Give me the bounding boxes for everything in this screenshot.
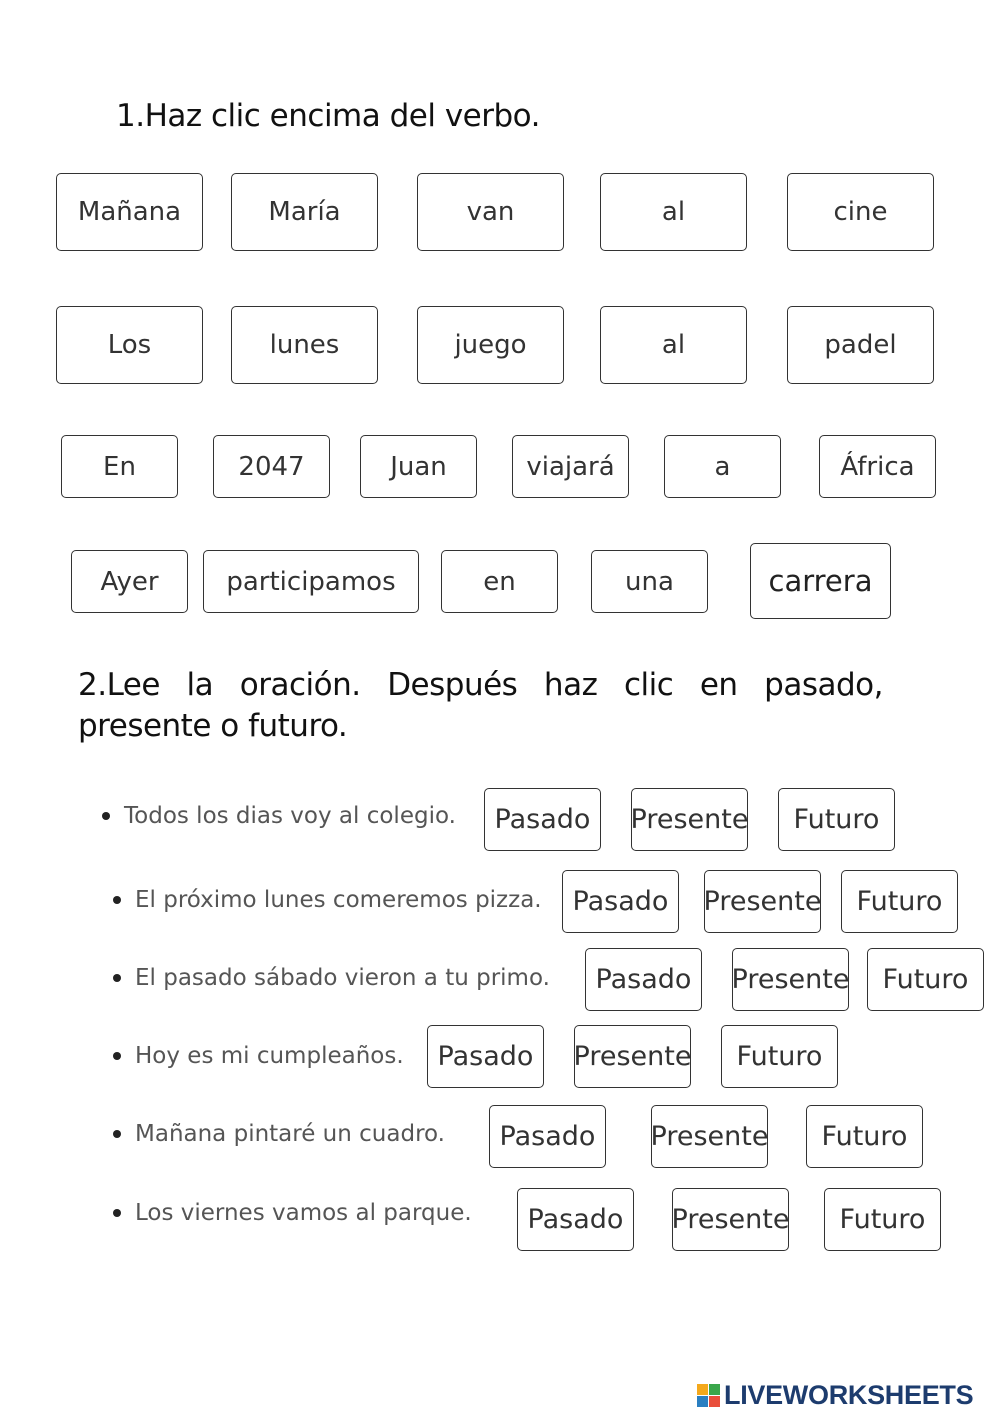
word-box-participamos[interactable]: participamos [203,550,419,613]
option-futuro-6[interactable]: Futuro [824,1188,941,1251]
option-pasado-6[interactable]: Pasado [517,1188,634,1251]
sentence-2 [113,887,542,913]
bullet-icon [113,1052,121,1060]
exercise-2-title [78,665,883,747]
word-box-juego[interactable]: juego [417,306,564,384]
word-box-carrera[interactable]: carrera [750,543,891,619]
bullet-icon [113,896,121,904]
word-box-al[interactable]: al [600,306,747,384]
sentence-text: Los viernes vamos al parque. [135,1200,472,1226]
word-box-padel[interactable]: padel [787,306,934,384]
word-box-lunes[interactable]: lunes [231,306,378,384]
option-presente-6[interactable]: Presente [672,1188,789,1251]
option-futuro-5[interactable]: Futuro [806,1105,923,1168]
word-box-cine[interactable]: cine [787,173,934,251]
option-futuro-3[interactable]: Futuro [867,948,984,1011]
liveworksheets-logo [697,1380,973,1410]
sentence-5 [113,1121,445,1147]
exercise-2-title-line-1: 2.Lee la oración. Después haz clic en pasado, [78,667,883,703]
option-pasado-1[interactable]: Pasado [484,788,601,851]
sentence-text: Hoy es mi cumpleaños. [135,1043,404,1069]
bullet-icon [102,812,110,820]
sentence-text: Mañana pintaré un cuadro. [135,1121,445,1147]
word-box-viajara[interactable]: viajará [512,435,629,498]
sentence-1 [102,803,456,829]
word-box-maria[interactable]: María [231,173,378,251]
exercise-2-title-line-2: presente o futuro. [78,708,348,744]
option-futuro-2[interactable]: Futuro [841,870,958,933]
bullet-icon [113,1130,121,1138]
sentence-text: El pasado sábado vieron a tu primo. [135,965,550,991]
word-box-manana[interactable]: Mañana [56,173,203,251]
option-pasado-5[interactable]: Pasado [489,1105,606,1168]
word-box-al[interactable]: al [600,173,747,251]
word-box-2047[interactable]: 2047 [213,435,330,498]
option-presente-3[interactable]: Presente [732,948,849,1011]
bullet-icon [113,1209,121,1217]
logo-square-1 [697,1384,708,1395]
logo-square-2 [709,1384,720,1395]
liveworksheets-logo-icon [697,1384,720,1407]
word-box-africa[interactable]: África [819,435,936,498]
word-box-a[interactable]: a [664,435,781,498]
word-box-en[interactable]: En [61,435,178,498]
option-pasado-4[interactable]: Pasado [427,1025,544,1088]
word-box-ayer[interactable]: Ayer [71,550,188,613]
option-presente-5[interactable]: Presente [651,1105,768,1168]
word-box-van[interactable]: van [417,173,564,251]
sentence-3 [113,965,550,991]
logo-square-3 [697,1396,708,1407]
word-box-en[interactable]: en [441,550,558,613]
logo-square-4 [709,1396,720,1407]
exercise-1-title: 1.Haz clic encima del verbo. [116,98,540,134]
sentence-4 [113,1043,404,1069]
option-pasado-2[interactable]: Pasado [562,870,679,933]
sentence-text: Todos los dias voy al colegio. [124,803,456,829]
option-presente-2[interactable]: Presente [704,870,821,933]
option-presente-4[interactable]: Presente [574,1025,691,1088]
word-box-los[interactable]: Los [56,306,203,384]
option-futuro-1[interactable]: Futuro [778,788,895,851]
bullet-icon [113,974,121,982]
word-box-juan[interactable]: Juan [360,435,477,498]
option-pasado-3[interactable]: Pasado [585,948,702,1011]
option-presente-1[interactable]: Presente [631,788,748,851]
liveworksheets-logo-text: LIVEWORKSHEETS [724,1379,974,1410]
sentence-text: El próximo lunes comeremos pizza. [135,887,542,913]
option-futuro-4[interactable]: Futuro [721,1025,838,1088]
word-box-una[interactable]: una [591,550,708,613]
sentence-6 [113,1200,472,1226]
